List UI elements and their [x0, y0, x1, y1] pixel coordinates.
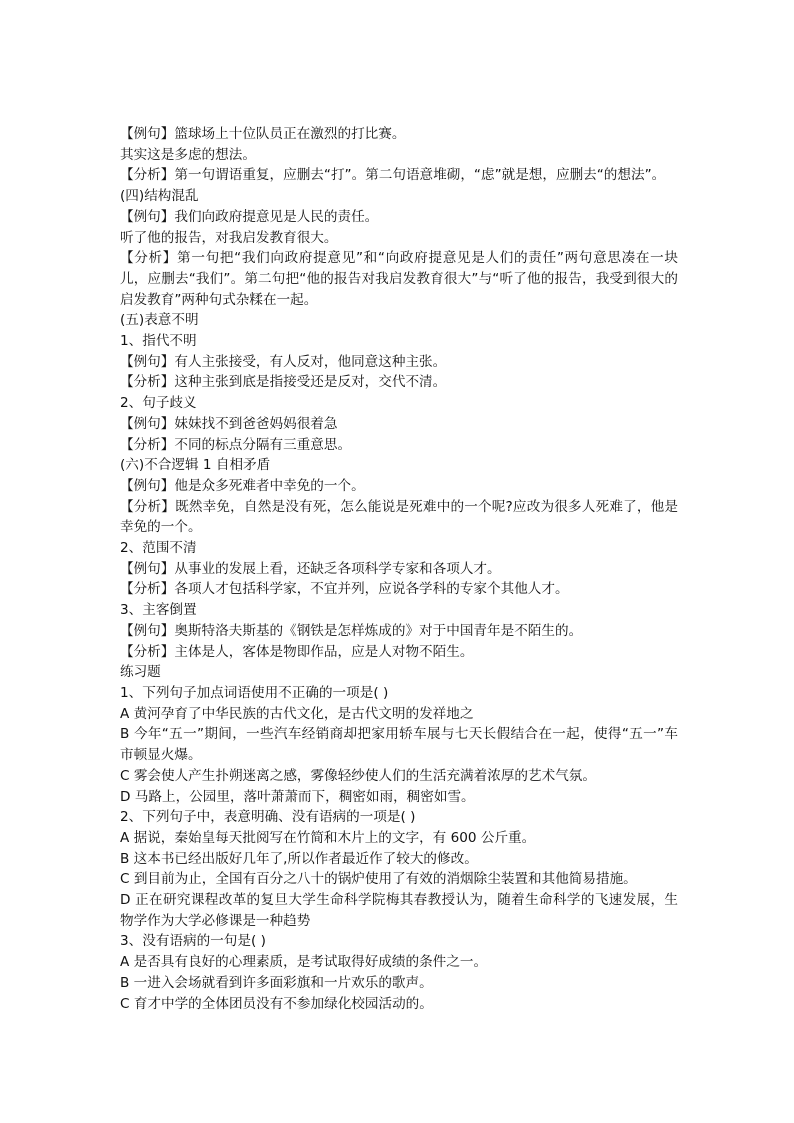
text-line: 【例句】有人主张接受，有人反对，他同意这种主张。 [120, 353, 447, 370]
text-line: 【分析】既然幸免，自然是没有死，怎么能说是死难中的一个呢?应改为很多人死难了，他是幸免的一个。 [120, 498, 678, 536]
section-heading: (五)表意不明 [120, 312, 199, 329]
option: B 一进入会场就看到许多面彩旗和一片欢乐的歌声。 [120, 974, 433, 991]
text-line: 【分析】这种主张到底是指接受还是反对，交代不清。 [120, 374, 447, 391]
subsection-heading: 3、主客倒置 [120, 602, 197, 619]
text-line: 【分析】第一句谓语重复，应删去“打”。第二句语意堆砌，“虑”就是想，应删去“的想法”。 [120, 167, 666, 184]
option: C 到目前为止，全国有百分之八十的锅炉使用了有效的消烟除尘装置和其他简易措施。 [120, 871, 637, 888]
subsection-heading: 2、句子歧义 [120, 395, 197, 412]
text-line: 听了他的报告，对我启发教育很大。 [120, 229, 338, 246]
subsection-heading: 1、指代不明 [120, 333, 197, 350]
document-body [120, 124, 678, 1014]
text-line: 【分析】各项人才包括科学家，不宜并列，应说各学科的专家个其他人才。 [120, 581, 569, 598]
text-line: 【分析】主体是人，客体是物即作品，应是人对物不陌生。 [120, 643, 474, 660]
text-line: 【分析】第一句把“我们向政府提意见”和“向政府提意见是人们的责任”两句意思凑在一块儿，应删去“我们”。第二句把“他的报告对我启发教育很大”与“听了他的报告，我受到很大的启发教育”两种句式杂糅在一起。 [120, 250, 678, 308]
section-heading: (六)不合逻辑 1 自相矛盾 [120, 457, 271, 474]
section-heading: (四)结构混乱 [120, 188, 199, 205]
option: D 正在研究课程改革的复旦大学生命科学院梅其春教授认为，随着生命科学的飞速发展，生物学作为大学必修课是一种趋势 [120, 892, 678, 929]
option: C 雾会使人产生扑朔迷离之感，雾像轻纱使人们的生活充满着浓厚的艺术气氛。 [120, 767, 596, 784]
option: D 马路上，公园里，落叶萧萧而下，稠密如雨，稠密如雪。 [120, 788, 475, 805]
exercise-heading: 练习题 [120, 664, 161, 681]
option: A 黄河孕育了中华民族的古代文化，是古代文明的发祥地之 [120, 705, 474, 722]
question: 1、下列句子加点词语使用不正确的一项是( ) [120, 684, 389, 701]
option: B 这本书已经出版好几年了,所以作者最近作了较大的修改。 [120, 850, 478, 867]
question: 3、没有语病的一句是( ) [120, 933, 266, 950]
text-line: 【例句】篮球场上十位队员正在激烈的打比赛。 [120, 126, 406, 142]
text-line: 【例句】我们向政府提意见是人民的责任。 [120, 208, 379, 225]
text-line: 【例句】奥斯特洛夫斯基的《钢铁是怎样炼成的》对于中国青年是不陌生的。 [120, 622, 583, 639]
text-line: 【分析】不同的标点分隔有三重意思。 [120, 436, 352, 453]
text-line: 【例句】他是众多死难者中幸免的一个。 [120, 477, 365, 494]
option: C 育才中学的全体团员没有不参加绿化校园活动的。 [120, 995, 433, 1012]
text-line: 【例句】从事业的发展上看，还缺乏各项科学专家和各项人才。 [120, 560, 501, 577]
text-line: 其实这是多虑的想法。 [120, 146, 256, 163]
option: A 据说，秦始皇每天批阅写在竹简和木片上的文字，有 600 公斤重。 [120, 829, 536, 846]
text-line: 【例句】妹妹找不到爸爸妈妈很着急 [120, 415, 338, 432]
option: A 是否具有良好的心理素质，是考试取得好成绩的条件之一。 [120, 954, 488, 971]
option: B 今年“五一”期间，一些汽车经销商却把家用轿车展与七天长假结合在一起，使得“五一”车市顿显火爆。 [120, 726, 678, 764]
subsection-heading: 2、范围不清 [120, 540, 197, 557]
question: 2、下列句子中，表意明确、没有语病的一项是( ) [120, 809, 416, 826]
